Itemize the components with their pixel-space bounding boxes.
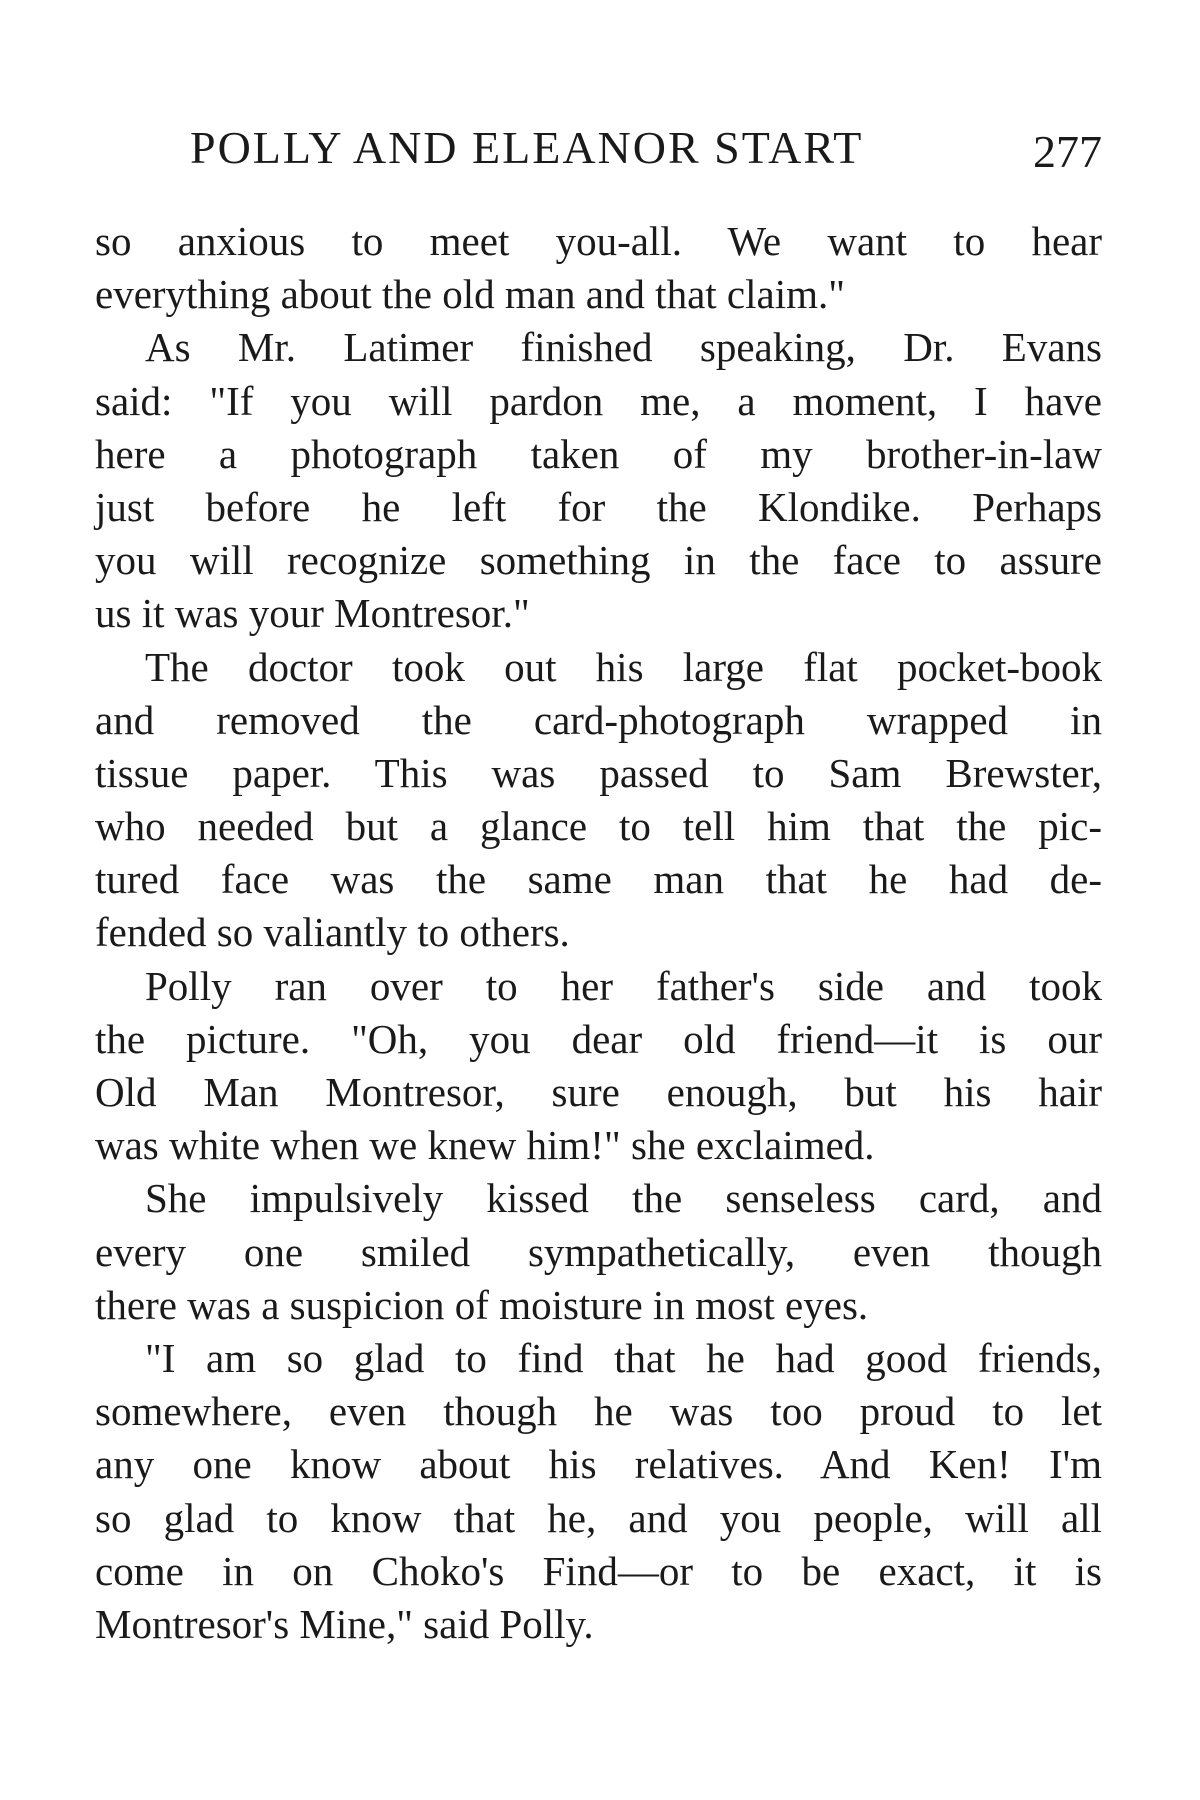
text-line: any one know about his relatives. And Ken! I'm	[95, 1441, 1102, 1488]
page-header	[190, 118, 1102, 178]
text-line: who needed but a glance to tell him that the pic-	[95, 803, 1102, 850]
text-line: here a photograph taken of my brother-in-law	[95, 430, 1102, 477]
text-line: tured face was the same man that he had de-	[95, 856, 1102, 903]
text-line: tissue paper. This was passed to Sam Brewster,	[95, 749, 1102, 796]
running-title: POLLY AND ELEANOR START	[190, 122, 864, 173]
text-line: Polly ran over to her father's side and took	[145, 962, 1102, 1009]
text-line: "I am so glad to find that he had good friends,	[145, 1334, 1102, 1381]
text-line: us it was your Montresor."	[95, 590, 530, 637]
text-line: said: "If you will pardon me, a moment, I have	[95, 377, 1102, 424]
text-line: the picture. "Oh, you dear old friend—it is our	[95, 1015, 1102, 1062]
text-line: every one smiled sympathetically, even though	[95, 1228, 1102, 1275]
text-line: so anxious to meet you-all. We want to hear	[95, 218, 1102, 264]
text-line: As Mr. Latimer finished speaking, Dr. Evans	[145, 324, 1102, 371]
text-line: everything about the old man and that claim."	[95, 271, 845, 318]
text-line: so glad to know that he, and you people, will all	[95, 1494, 1102, 1541]
text-line: there was a suspicion of moisture in most eyes.	[95, 1281, 869, 1328]
page-number: 277	[1033, 126, 1102, 177]
text-line: She impulsively kissed the senseless card, and	[145, 1175, 1102, 1222]
body-text	[95, 215, 1102, 1651]
text-line: come in on Choko's Find—or to be exact, it is	[95, 1547, 1102, 1594]
text-line: somewhere, even though he was too proud to let	[95, 1388, 1102, 1435]
text-line: The doctor took out his large flat pocket-book	[145, 643, 1102, 690]
text-line: was white when we knew him!" she exclaimed.	[95, 1122, 875, 1169]
text-line: Old Man Montresor, sure enough, but his hair	[95, 1069, 1102, 1115]
text-line: and removed the card-photograph wrapped in	[95, 696, 1102, 743]
text-line: fended so valiantly to others.	[95, 909, 570, 956]
text-line: Montresor's Mine," said Polly.	[95, 1600, 594, 1647]
text-line: just before he left for the Klondike. Perhaps	[95, 483, 1102, 530]
text-line: you will recognize something in the face to assure	[95, 537, 1102, 584]
